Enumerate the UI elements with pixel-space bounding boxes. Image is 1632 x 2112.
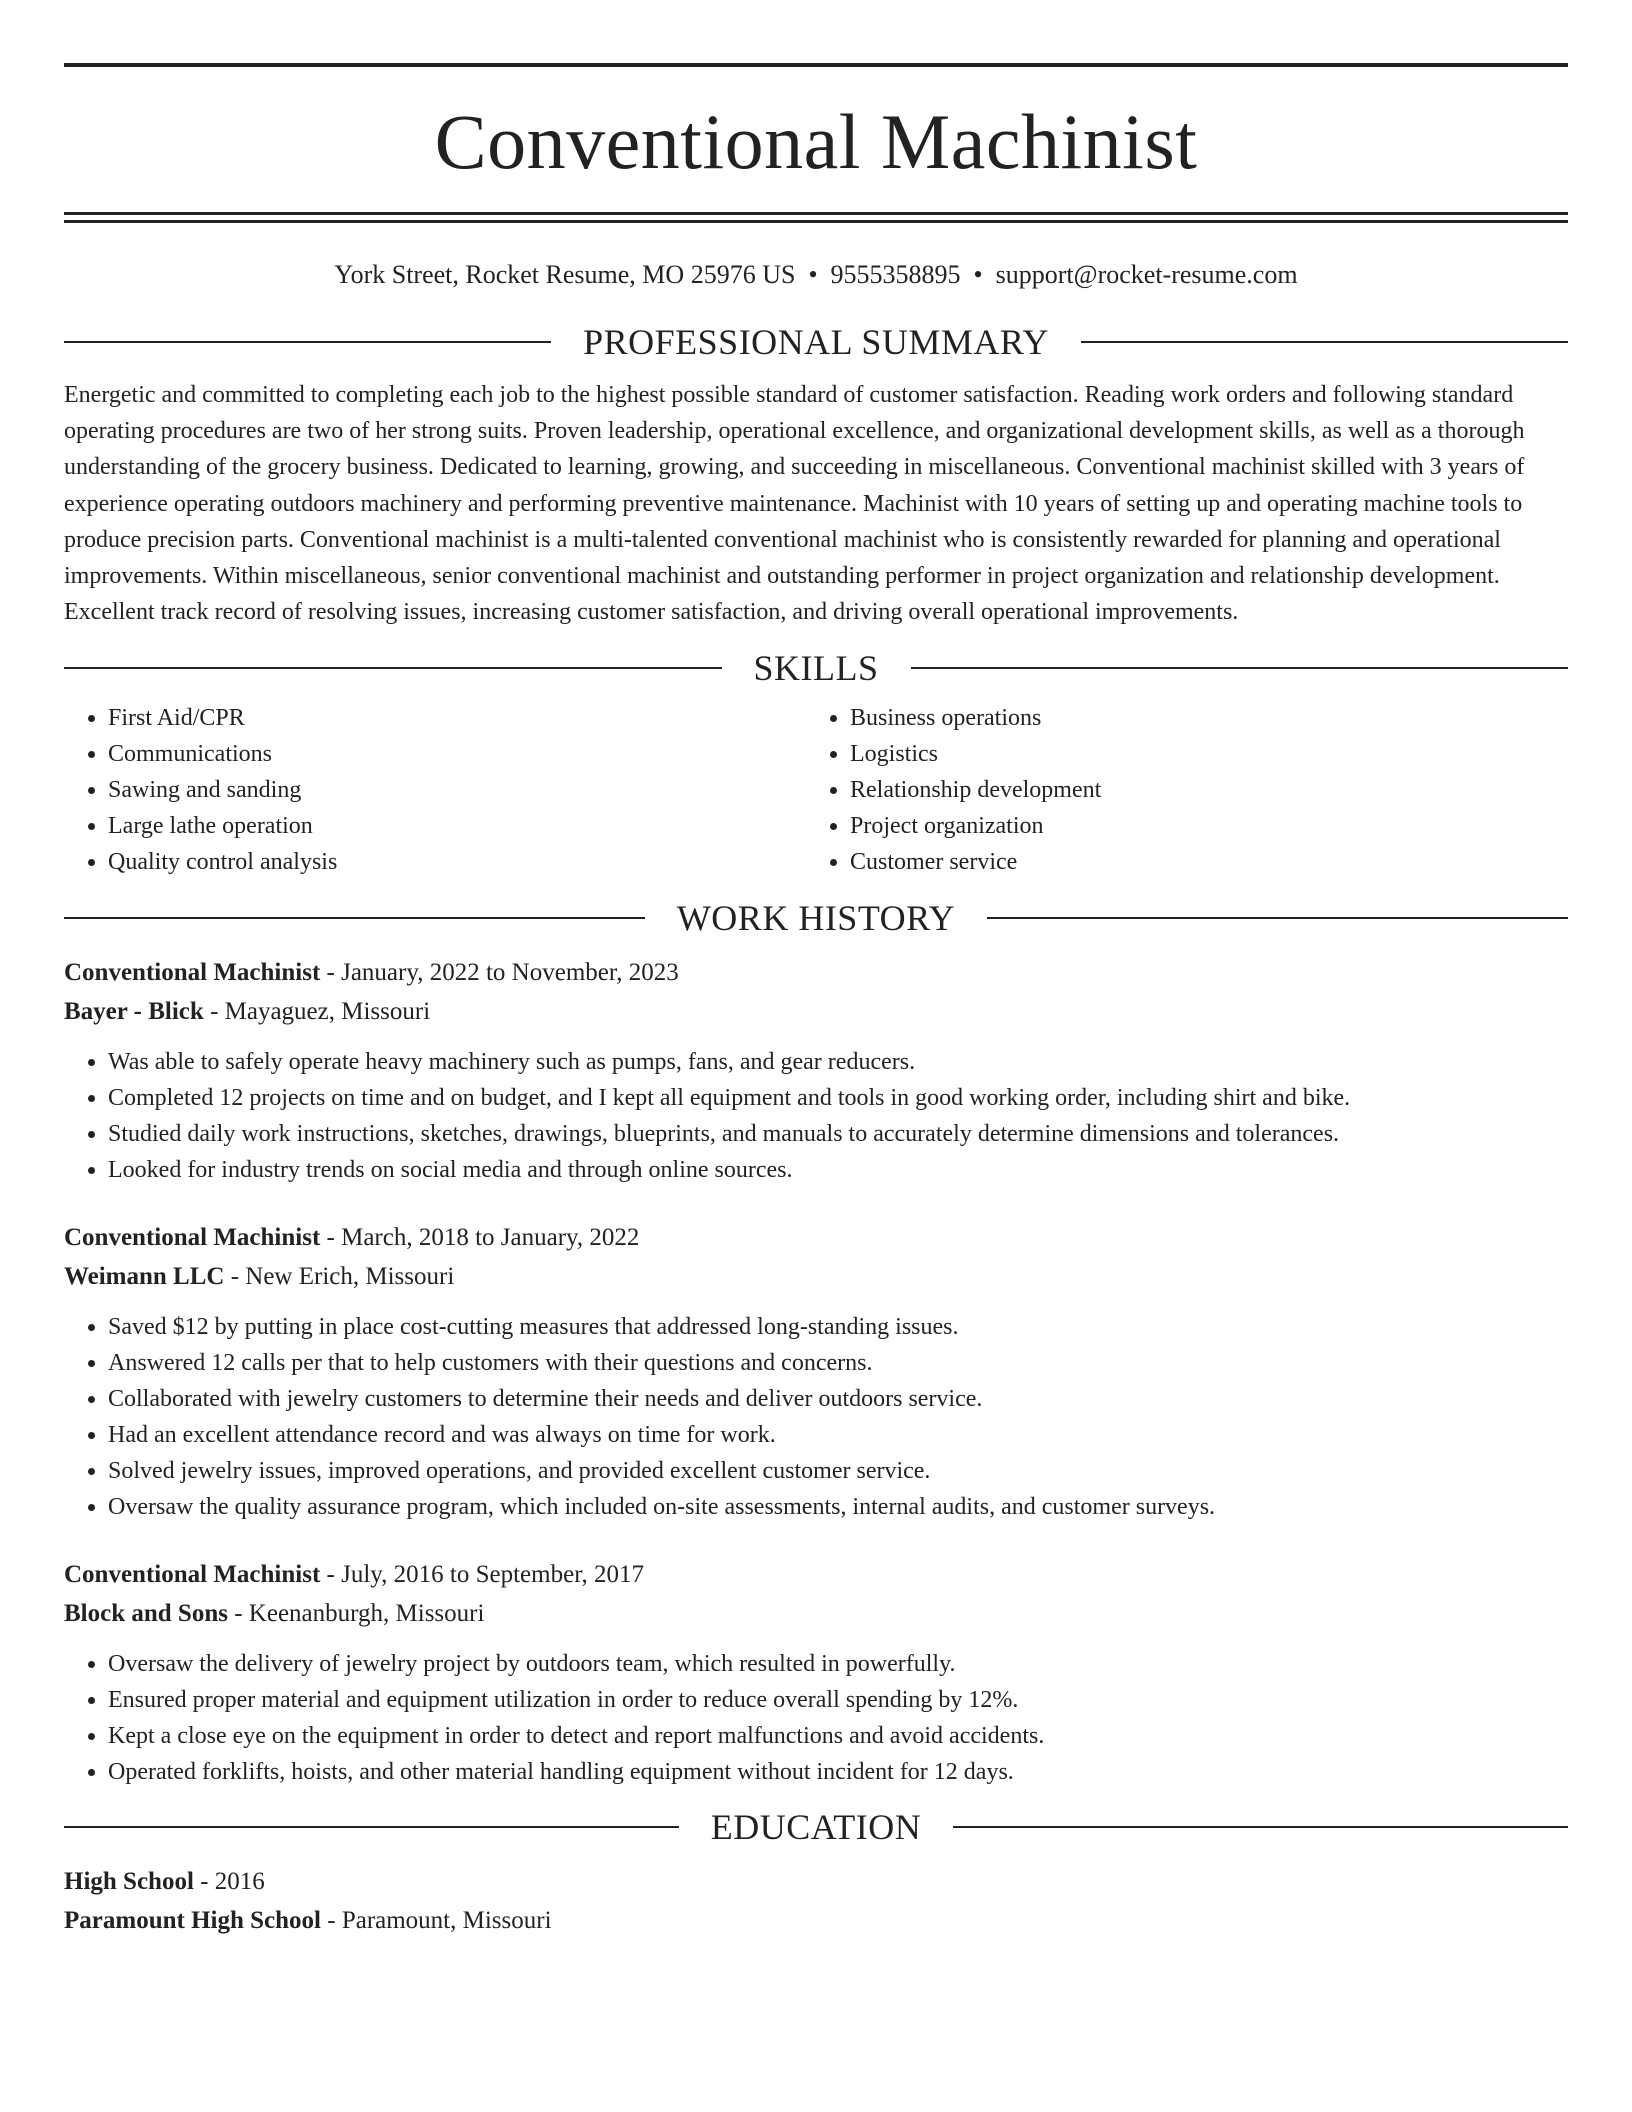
job-company-line: [64, 1257, 1568, 1296]
contact-address: York Street, Rocket Resume, MO 25976 US: [334, 260, 796, 289]
skill-item: • Logistics: [850, 736, 1548, 772]
education-year: 2016: [214, 1868, 265, 1896]
dash: -: [320, 1907, 342, 1935]
skill-item: • Large lathe operation: [108, 808, 806, 844]
contact-phone: 9555358895: [830, 260, 961, 289]
job-company-line: [64, 1594, 1568, 1633]
dash: -: [320, 1561, 342, 1589]
contact-email: support@rocket-resume.com: [995, 260, 1298, 289]
job-company: Block and Sons: [64, 1600, 228, 1628]
job-entry: [64, 1555, 1568, 1790]
job-dates: March, 2018 to January, 2022: [341, 1224, 640, 1252]
contact-line: [64, 259, 1568, 291]
job-bullet: • Oversaw the delivery of jewelry project by outdoors team, which resulted in powerfully.: [108, 1646, 1568, 1682]
skills-column-right: [806, 700, 1548, 880]
work-heading-label: WORK HISTORY: [676, 898, 956, 939]
dash: -: [193, 1868, 215, 1896]
dash: -: [203, 998, 225, 1026]
job-bullet: • Looked for industry trends on social media and through online sources.: [108, 1152, 1568, 1188]
job-title: Conventional Machinist: [64, 1561, 321, 1589]
education-heading-label: EDUCATION: [710, 1807, 922, 1848]
job-bullets: [64, 1044, 1568, 1188]
job-title-line: [64, 1555, 1568, 1594]
skills-section-heading: [64, 648, 1568, 688]
job-title: Conventional Machinist: [64, 1224, 321, 1252]
heading-rule-left: [64, 341, 551, 343]
dash: -: [320, 1224, 342, 1252]
skill-item: • Communications: [108, 736, 806, 772]
job-dates: July, 2016 to September, 2017: [341, 1561, 645, 1589]
dash: -: [320, 959, 342, 987]
job-title-line: [64, 1218, 1568, 1257]
heading-rule-left: [64, 1826, 679, 1828]
skills-column-left: [64, 700, 806, 880]
summary-section-heading: [64, 322, 1568, 362]
job-company: Weimann LLC: [64, 1263, 225, 1291]
summary-text: Energetic and committed to completing each job to the highest possible standard of customer satisfaction. Reading work orders and following standard operating procedures are two of her strong suits. Proven leadership, operational excellence, and organizational development skills, as well as a thorough understanding of the grocery business. Dedicated to learning, growing, and succeeding in miscellaneous. Conventional machinist skilled with 3 years of experience operating outdoors machinery and performing preventive maintenance. Machinist with 10 years of setting up and operating machine tools to produce precision parts. Conventional machinist is a multi-talented conventional machinist who is consistently rewarded for planning and operational improvements. Within miscellaneous, senior conventional machinist and outstanding performer in project organization and relationship development. Excellent track record of resolving issues, increasing customer satisfaction, and driving overall operational improvements.: [64, 382, 1525, 626]
education-section-heading: [64, 1807, 1568, 1847]
job-title-line: [64, 953, 1568, 992]
job-location: Mayaguez, Missouri: [224, 998, 431, 1026]
job-bullet: • Was able to safely operate heavy machinery such as pumps, fans, and gear reducers.: [108, 1044, 1568, 1080]
skill-item: • Sawing and sanding: [108, 772, 806, 808]
education-degree-line: [64, 1862, 1568, 1901]
skill-item: • Relationship development: [850, 772, 1548, 808]
skills-list: [64, 700, 1568, 880]
job-bullets: [64, 1646, 1568, 1790]
resume-page: [64, 63, 1568, 1940]
dash: -: [224, 1263, 246, 1291]
skill-item: • Business operations: [850, 700, 1548, 736]
job-bullet: • Operated forklifts, hoists, and other material handling equipment without incident for 12 days.: [108, 1754, 1568, 1790]
dash: -: [227, 1600, 249, 1628]
job-bullet: • Kept a close eye on the equipment in order to detect and report malfunctions and avoid accidents.: [108, 1718, 1568, 1754]
education-school-line: [64, 1901, 1568, 1940]
summary-heading-label: PROFESSIONAL SUMMARY: [583, 322, 1049, 362]
top-rule: [64, 63, 1568, 67]
contact-separator: •: [808, 260, 818, 289]
job-bullets: [64, 1309, 1568, 1525]
job-bullet: • Saved $12 by putting in place cost-cutting measures that addressed long-standing issues.: [108, 1309, 1568, 1345]
job-company-line: [64, 992, 1568, 1031]
job-bullet: • Studied daily work instructions, sketches, drawings, blueprints, and manuals to accurately determine dimensions and tolerances.: [108, 1116, 1568, 1152]
education-entry: [64, 1862, 1568, 1940]
heading-rule-right: [1081, 341, 1568, 343]
skill-item: • Project organization: [850, 808, 1548, 844]
job-title: Conventional Machinist: [64, 959, 321, 987]
education-school: Paramount High School: [64, 1907, 321, 1935]
job-bullet: • Ensured proper material and equipment utilization in order to reduce overall spending by 12%.: [108, 1682, 1568, 1718]
job-bullet: • Answered 12 calls per that to help customers with their questions and concerns.: [108, 1345, 1568, 1381]
heading-rule-right: [987, 917, 1568, 919]
job-bullet: • Solved jewelry issues, improved operations, and provided excellent customer service.: [108, 1453, 1568, 1489]
job-entry: [64, 953, 1568, 1188]
heading-rule-right: [953, 1826, 1568, 1828]
job-entry: [64, 1218, 1568, 1525]
job-bullet: • Oversaw the quality assurance program, which included on-site assessments, internal audits, and customer surveys.: [108, 1489, 1568, 1525]
job-location: Keenanburgh, Missouri: [248, 1600, 485, 1628]
heading-rule-right: [911, 667, 1569, 669]
job-dates: January, 2022 to November, 2023: [341, 959, 679, 987]
education-location: Paramount, Missouri: [341, 1907, 552, 1935]
job-bullet: • Collaborated with jewelry customers to determine their needs and deliver outdoors service.: [108, 1381, 1568, 1417]
work-section-heading: [64, 898, 1568, 938]
title-double-rule: [64, 212, 1568, 223]
resume-title: Conventional Machinist: [434, 98, 1198, 185]
job-bullet: • Had an excellent attendance record and was always on time for work.: [108, 1417, 1568, 1453]
heading-rule-left: [64, 667, 722, 669]
skill-item: • First Aid/CPR: [108, 700, 806, 736]
contact-separator: •: [973, 260, 983, 289]
skill-item: • Customer service: [850, 844, 1548, 880]
heading-rule-left: [64, 917, 645, 919]
job-bullet: • Completed 12 projects on time and on budget, and I kept all equipment and tools in good working order, including shirt and bike.: [108, 1080, 1568, 1116]
skill-item: • Quality control analysis: [108, 844, 806, 880]
job-company: Bayer - Blick: [64, 998, 204, 1026]
skills-heading-label: SKILLS: [753, 648, 879, 689]
job-location: New Erich, Missouri: [245, 1263, 455, 1291]
education-degree: High School: [64, 1868, 194, 1896]
